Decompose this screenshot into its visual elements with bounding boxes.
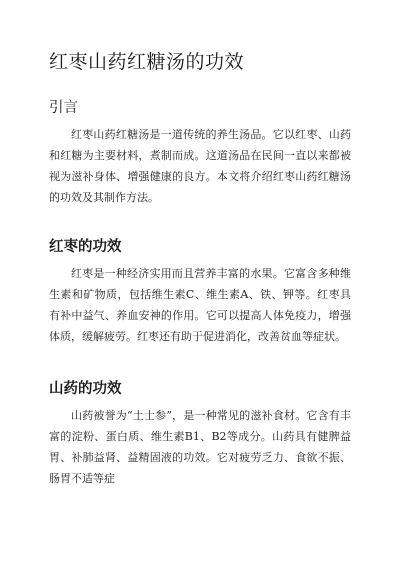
section-heading-intro: 引言 [49, 100, 78, 116]
section-heading-yam: 山药的功效 [49, 380, 122, 397]
section-paragraph-yam: 山药被誉为“土士参”，是一种常见的滋补食材。它含有丰富的淀粉、蛋白质、维生素B1、B2等成分。山药具有健脾益胃、补肺益肾、益精固液的功效。它对疲劳乏力、食欲不振、肠胃不适等症 [49, 409, 351, 485]
section-heading-jujube: 红枣的功效 [49, 238, 122, 255]
section-paragraph-jujube: 红枣是一种经济实用而且营养丰富的水果。它富含多种维生素和矿物质，包括维生素C、维生素A、铁、钾等。红枣具有补中益气、养血安神的作用。它可以提高人体免疫力，增强体质，缓解疲劳。红枣还有助于促进消化，改善贫血等症状。 [49, 267, 351, 343]
document-title: 红枣山药红糖汤的功效 [49, 51, 245, 73]
section-paragraph-intro: 红枣山药红糖汤是一道传统的养生汤品。它以红枣、山药和红糖为主要材料，煮制而成。这道汤品在民间一直以来都被视为滋补身体、增强健康的良方。本文将介绍红枣山药红糖汤的功效及其制作方法。 [49, 128, 351, 204]
